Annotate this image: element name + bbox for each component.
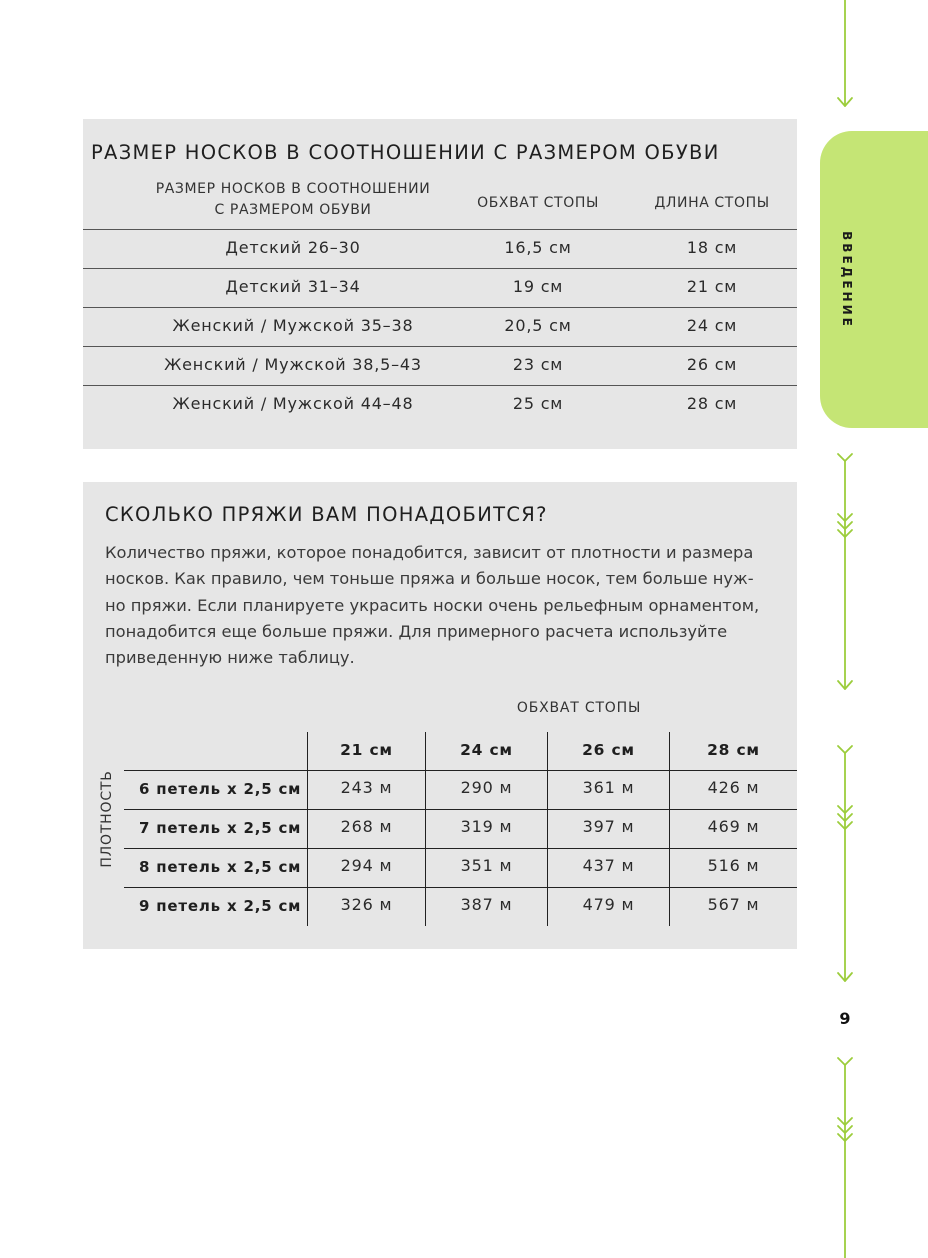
girth-cell: 25 см <box>512 394 564 413</box>
header-size-line1: РАЗМЕР НОСКОВ В СООТНОШЕНИИ <box>155 181 431 197</box>
yarn-cell: 351 м <box>460 856 513 875</box>
header-foot-girth: ОБХВАТ СТОПЫ <box>477 195 599 211</box>
chapter-label: ВВЕДЕНИЕ <box>840 231 854 329</box>
density-caption: ПЛОТНОСТЬ <box>99 770 115 868</box>
size-cell: Женский / Мужской 44–48 <box>172 394 414 413</box>
yarn-cell: 397 м <box>582 817 635 836</box>
girth-cell: 16,5 см <box>504 238 572 257</box>
arrow-tail-icon <box>838 746 852 753</box>
grid-line <box>124 848 797 849</box>
table-row <box>83 269 797 308</box>
yarn-cell: 243 м <box>340 778 393 797</box>
table-row <box>83 308 797 347</box>
sock-size-table-header <box>83 175 797 230</box>
intro-line: но пряжи. Если планируете украсить носки очень рельефным орнаментом, <box>105 595 760 615</box>
yarn-cell: 361 м <box>582 778 635 797</box>
yarn-cell: 326 м <box>340 895 393 914</box>
length-cell: 26 см <box>686 355 738 374</box>
size-cell: Детский 26–30 <box>225 238 361 257</box>
length-cell: 21 см <box>686 277 738 296</box>
yarn-table <box>124 732 797 926</box>
yarn-cell: 268 м <box>340 817 393 836</box>
yarn-cell: 516 м <box>707 856 760 875</box>
length-cell: 24 см <box>686 316 738 335</box>
yarn-section-title: СКОЛЬКО ПРЯЖИ ВАМ ПОНАДОБИТСЯ? <box>105 503 548 526</box>
yarn-cell: 479 м <box>582 895 635 914</box>
arrow-tail-icon <box>838 454 852 461</box>
table-row <box>83 386 797 424</box>
column-header: 26 см <box>582 741 635 759</box>
yarn-cell: 294 м <box>340 856 393 875</box>
yarn-amount-panel <box>83 482 797 949</box>
table-row <box>83 347 797 386</box>
girth-cell: 23 см <box>512 355 564 374</box>
row-label: 6 петель х 2,5 см <box>139 780 302 798</box>
yarn-cell: 387 м <box>460 895 513 914</box>
size-cell: Женский / Мужской 35–38 <box>172 316 414 335</box>
size-cell: Детский 31–34 <box>225 277 361 296</box>
header-foot-length: ДЛИНА СТОПЫ <box>654 195 770 211</box>
row-label: 8 петель х 2,5 см <box>139 858 302 876</box>
grid-line <box>124 887 797 888</box>
table-row <box>83 230 797 269</box>
column-header: 21 см <box>340 741 393 759</box>
sock-size-panel <box>83 119 797 449</box>
yarn-cell: 567 м <box>707 895 760 914</box>
intro-line: носков. Как правило, чем тоньше пряжа и больше носок, тем больше нуж- <box>105 569 754 589</box>
arrow-tail-icon <box>838 1058 852 1065</box>
yarn-cell: 290 м <box>460 778 513 797</box>
yarn-cell: 469 м <box>707 817 760 836</box>
girth-cell: 20,5 см <box>504 316 572 335</box>
yarn-cell: 319 м <box>460 817 513 836</box>
arrow-decoration <box>820 0 870 1258</box>
row-label: 7 петель х 2,5 см <box>139 819 302 837</box>
foot-girth-caption: ОБХВАТ СТОПЫ <box>516 700 642 716</box>
yarn-cell: 426 м <box>707 778 760 797</box>
length-cell: 18 см <box>686 238 738 257</box>
column-header: 24 см <box>460 741 513 759</box>
length-cell: 28 см <box>686 394 738 413</box>
intro-line: Количество пряжи, которое понадобится, зависит от плотности и размера <box>105 543 754 562</box>
grid-line <box>124 770 797 771</box>
intro-line: понадобится еще больше пряжи. Для примерного расчета используйте <box>105 621 728 641</box>
column-header: 28 см <box>707 741 760 759</box>
intro-paragraph <box>105 540 781 671</box>
row-label: 9 петель х 2,5 см <box>139 897 302 915</box>
header-size-line2: С РАЗМЕРОМ ОБУВИ <box>214 202 372 218</box>
intro-line: приведенную ниже таблицу. <box>105 648 355 668</box>
sock-size-title: РАЗМЕР НОСКОВ В СООТНОШЕНИИ С РАЗМЕРОМ ОБУВИ <box>91 141 720 164</box>
yarn-cell: 437 м <box>582 856 635 875</box>
girth-cell: 19 см <box>512 277 564 296</box>
page-number: 9 <box>839 1009 851 1028</box>
grid-line <box>124 809 797 810</box>
size-cell: Женский / Мужской 38,5–43 <box>164 355 422 374</box>
